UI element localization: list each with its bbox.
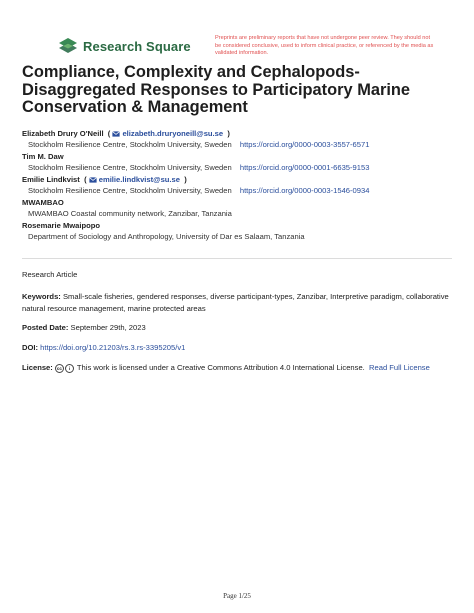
author-affiliation: Stockholm Resilience Centre, Stockholm University, Sweden [28,186,232,195]
author-name: Tim M. Daw [22,152,64,161]
research-square-logo-icon [57,37,79,55]
author-email-link[interactable]: elizabeth.druryoneill@su.se [112,129,225,138]
author-entry [22,152,462,175]
envelope-icon [89,177,97,183]
keywords-section [22,291,452,315]
keywords-text: Small-scale fisheries, gendered responses, diverse participant-types, Zanzibar, Interpretive paradigm, collaborative natural resource management, marine protected areas [22,292,449,313]
author-orcid-link[interactable]: https://orcid.org/0000-0003-3557-6571 [239,140,370,149]
read-full-license-link[interactable]: Read Full License [369,363,430,372]
posted-date-label: Posted Date: [22,323,69,332]
author-affiliation: Department of Sociology and Anthropology, University of Dar es Salaam, Tanzania [28,232,305,241]
section-divider [22,258,452,259]
license-section [22,362,452,374]
brand-logo[interactable] [57,37,191,55]
doi-link[interactable]: https://doi.org/10.21203/rs.3.rs-3395205/v1 [40,343,186,352]
author-email-link[interactable]: emilie.lindkvist@su.se [89,175,182,184]
email-open-paren: ( [105,129,111,138]
author-affiliation: MWAMBAO Coastal community network, Zanzibar, Tanzania [28,209,232,218]
author-name: Elizabeth Drury O'Neill [22,129,104,138]
page-number: Page 1/25 [223,592,251,600]
author-name: Emilie Lindkvist [22,175,80,184]
doi-label: DOI: [22,343,39,352]
author-name: MWAMBAO [22,198,64,207]
author-affiliation: Stockholm Resilience Centre, Stockholm University, Sweden [28,140,232,149]
author-entry [22,221,462,244]
author-orcid-link[interactable]: https://orcid.org/0000-0001-6635-9153 [239,163,370,172]
keywords-label: Keywords: [22,292,61,301]
email-close-paren: ) [182,175,187,184]
author-entry [22,175,462,198]
preprint-disclaimer: Preprints are preliminary reports that have not undergone peer review. They should not be considered conclusive, used to inform clinical practice, or referenced by the media as validated information. [215,35,434,57]
envelope-icon [112,131,120,137]
article-type: Research Article [22,270,78,279]
posted-date-section [22,322,452,334]
email-close-paren: ) [225,129,230,138]
author-entry [22,198,462,221]
author-list [22,129,462,244]
license-text: This work is licensed under a Creative Commons Attribution 4.0 International License. [76,363,365,372]
license-label: License: [22,363,53,372]
posted-date-value: September 29th, 2023 [70,323,146,332]
author-entry [22,129,462,152]
doi-section [22,342,452,354]
email-open-paren: ( [81,175,87,184]
cc-icon: cc [56,366,62,371]
author-orcid-link[interactable]: https://orcid.org/0000-0003-1546-0934 [239,186,370,195]
brand-name: Research Square [83,38,191,54]
attribution-icon: i [65,364,74,373]
author-name: Rosemarie Mwaipopo [22,221,101,230]
paper-title: Compliance, Complexity and Cephalopods- Disaggregated Responses to Participatory Marine Conservation & Management [22,63,411,116]
author-affiliation: Stockholm Resilience Centre, Stockholm University, Sweden [28,163,232,172]
